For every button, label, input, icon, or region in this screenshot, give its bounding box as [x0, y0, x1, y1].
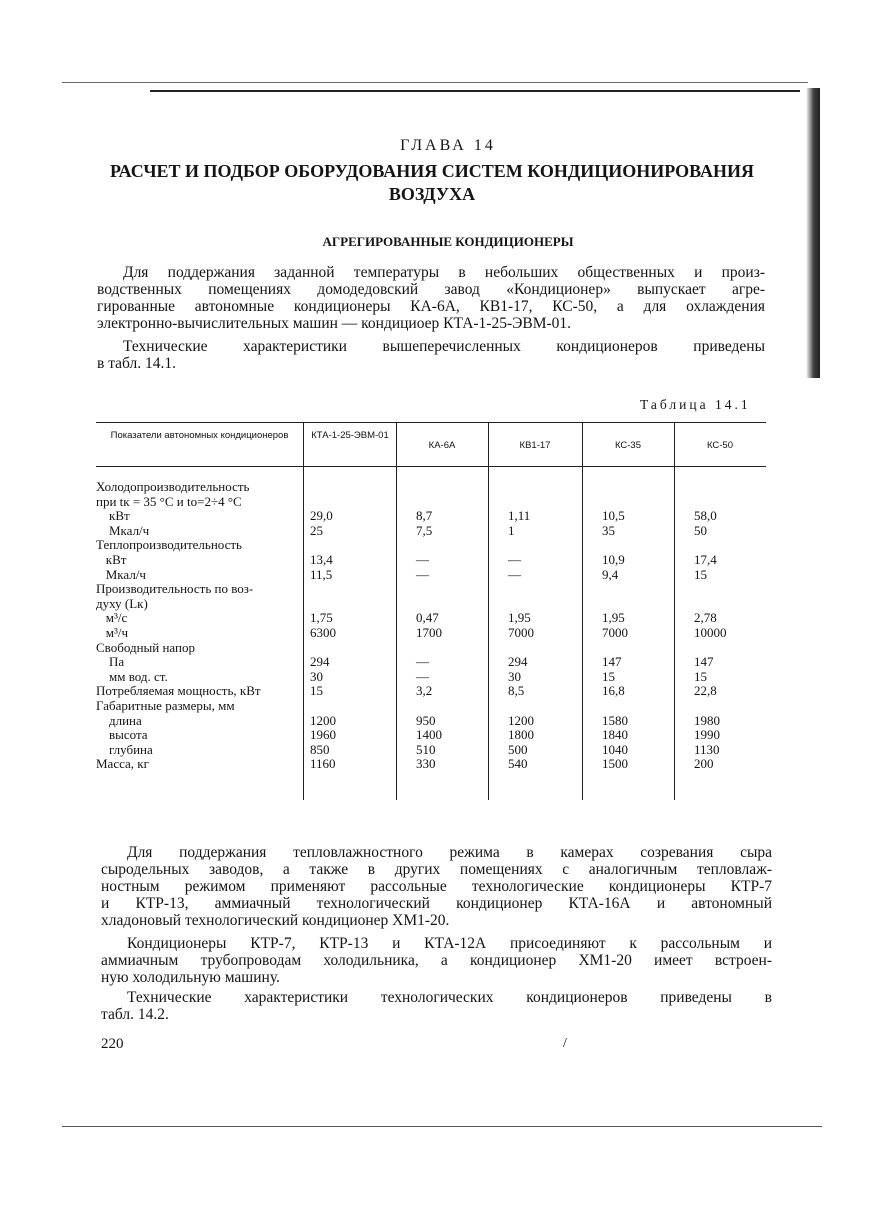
- scan-border-bottom: [62, 1126, 822, 1127]
- table-cell: 294: [310, 654, 330, 670]
- table-cell: 0,47: [416, 610, 439, 626]
- table-cell: 29,0: [310, 508, 333, 524]
- table-cell: 13,4: [310, 552, 333, 567]
- text-line: табл. 14.2.: [101, 1006, 169, 1023]
- table-cell: 8,7: [416, 508, 433, 524]
- table-cell: —: [416, 566, 429, 582]
- table-cell: 1040: [602, 741, 628, 757]
- text-line: ностным режимом применяют рассольные технологические кондиционеры КТР-7: [101, 878, 772, 895]
- table-cell: 22,8: [694, 683, 717, 699]
- table-row-label: Габаритные размеры, мм: [96, 698, 235, 713]
- table-row: [96, 714, 766, 728]
- table-row: [96, 538, 766, 552]
- table-cell: 1700: [416, 625, 442, 640]
- text-line: в табл. 14.1.: [97, 355, 177, 372]
- table-row: [96, 611, 766, 625]
- table-cell: 1: [508, 522, 515, 538]
- table-rule: [96, 466, 766, 467]
- text-line: водственных помещениях домодедовский завод «Кондиционер» выпускает агре-: [97, 281, 765, 298]
- table-row-label: Потребляемая мощность, кВт: [96, 683, 261, 699]
- table-cell: 294: [508, 654, 528, 670]
- table-cell: 50: [694, 522, 707, 538]
- table-cell: 1,95: [602, 610, 625, 626]
- table-cell: 35: [602, 522, 615, 538]
- text-line: Технические характеристики технологических кондиционеров приведены в: [127, 989, 772, 1006]
- table-cell: 500: [508, 741, 528, 757]
- table-row-label: Производительность по воз-: [96, 581, 254, 597]
- text-line: хладоновый технологический кондиционер ХМ1-20.: [101, 912, 450, 929]
- table-row: [96, 626, 766, 640]
- table-header-cell: КС-35: [614, 440, 642, 451]
- table-cell: 10,5: [602, 508, 625, 524]
- table-cell: 7000: [602, 625, 628, 640]
- table-row-label: м³/ч: [96, 625, 129, 640]
- table-cell: 147: [694, 654, 714, 670]
- table-cell: 15: [694, 566, 707, 582]
- table-cell: 1130: [694, 741, 720, 757]
- table-row-label: при tк = 35 °С и tо=2÷4 °С: [96, 493, 242, 509]
- table-row: [96, 684, 766, 698]
- table-row-label: мм вод. ст.: [96, 668, 168, 684]
- table-cell: 16,8: [602, 683, 625, 699]
- table-row-label: глубина: [96, 741, 153, 757]
- table-row: [96, 670, 766, 684]
- table-rule: [96, 422, 766, 423]
- paragraph-intro: [97, 264, 765, 332]
- table-cell: —: [416, 668, 429, 684]
- table-cell: —: [416, 654, 429, 670]
- table-cell: 1160: [310, 756, 336, 772]
- table-cell: 2,78: [694, 610, 717, 626]
- text-line: гированные автономные кондиционеры КА-6А, КВ1-17, КС-50, а для охлаждения: [97, 298, 765, 315]
- table-cell: 950: [416, 712, 436, 728]
- table-row-label: Мкал/ч: [96, 566, 146, 582]
- table-cell: 10,9: [602, 552, 625, 567]
- chapter-title: [92, 160, 772, 206]
- table-cell: 58,0: [694, 508, 717, 524]
- table-row-label: Теплопроизводительность: [96, 537, 242, 553]
- table-row: [96, 582, 766, 596]
- table-cell: 850: [310, 741, 330, 757]
- chapter-heading: ГЛАВА 14: [400, 137, 496, 154]
- table-cell: —: [508, 552, 521, 567]
- table-cell: 1580: [602, 712, 628, 728]
- table-row: [96, 495, 766, 509]
- table-cell: —: [416, 552, 429, 567]
- table-row-label: духу (Lк): [96, 595, 148, 611]
- paragraph-table-ref: [97, 338, 765, 372]
- table-row: [96, 757, 766, 771]
- table-row: [96, 509, 766, 523]
- table-caption: Таблица 14.1: [640, 397, 751, 412]
- chapter-title-line: РАСЧЕТ И ПОДБОР ОБОРУДОВАНИЯ СИСТЕМ КОНДИЦИОНИРОВАНИЯ: [109, 161, 755, 181]
- table-cell: 1840: [602, 727, 628, 743]
- scan-rule-top: [150, 90, 800, 92]
- table-row: [96, 641, 766, 655]
- table-row-label: Свободный напор: [96, 639, 195, 655]
- table-cell: 1800: [508, 727, 534, 743]
- paragraph-table2-ref: [101, 989, 772, 1023]
- text-line: Технические характеристики вышеперечисленных кондиционеров приведены: [123, 338, 765, 355]
- text-line: сыродельных заводов, а также в других помещениях с аналогичным тепловлаж-: [101, 861, 772, 878]
- table-cell: 1400: [416, 727, 442, 743]
- table-cell: 147: [602, 654, 622, 670]
- table-row-label: длина: [96, 712, 142, 728]
- paragraph-connections: [101, 935, 772, 986]
- table-header-cell: КВ1-17: [519, 440, 551, 451]
- paragraph-technological: [101, 844, 772, 929]
- table-cell: 1990: [694, 727, 720, 743]
- table-row-label: Па: [96, 654, 125, 670]
- table-row: [96, 655, 766, 669]
- table-cell: 30: [508, 668, 521, 684]
- table-cell: 1960: [310, 727, 336, 743]
- text-line: Для поддержания заданной температуры в небольших общественных и произ-: [123, 264, 765, 281]
- table-cell: 1500: [602, 756, 628, 772]
- chapter-title-line: ВОЗДУХА: [388, 184, 476, 204]
- text-line: Кондиционеры КТР-7, КТР-13 и КТА-12А присоединяют к рассольным и: [127, 935, 772, 952]
- table-cell: 15: [602, 668, 615, 684]
- stray-mark: /: [563, 1036, 567, 1051]
- table-cell: 7000: [508, 625, 534, 640]
- table-row-label: Холодопроизводительность: [96, 479, 250, 494]
- table-cell: 25: [310, 522, 323, 538]
- table-row-label: кВт: [96, 552, 127, 567]
- table-row: [96, 553, 766, 567]
- table-row: [96, 568, 766, 582]
- scan-shadow-right: [806, 88, 820, 378]
- table-header-cell: КС-50: [706, 440, 734, 451]
- table-cell: 1200: [508, 712, 534, 728]
- text-line: и КТР-13, аммиачный технологический кондиционер КТА-16А и автономный: [101, 895, 772, 912]
- table-row: [96, 728, 766, 742]
- table-row-label: Мкал/ч: [96, 522, 150, 538]
- table-cell: 11,5: [310, 566, 333, 582]
- text-line: электронно-вычислительных машин — кондициоер КТА-1-25-ЭВМ-01.: [97, 315, 572, 332]
- table-cell: 7,5: [416, 522, 433, 538]
- table-cell: 15: [310, 683, 323, 699]
- table-cell: 3,2: [416, 683, 433, 699]
- table-row-label: кВт: [96, 508, 130, 524]
- table-cell: 1,95: [508, 610, 531, 626]
- table-cell: 8,5: [508, 683, 525, 699]
- table-cell: 17,4: [694, 552, 717, 567]
- specs-table: [96, 422, 766, 800]
- table-header-cell: КТА-1-25-ЭВМ-01: [311, 430, 389, 441]
- table-row: [96, 597, 766, 611]
- table-cell: 1980: [694, 712, 720, 728]
- page-number: 220: [101, 1036, 124, 1052]
- section-heading: АГРЕГИРОВАННЫЕ КОНДИЦИОНЕРЫ: [322, 234, 574, 249]
- text-line: ную холодильную машину.: [101, 969, 280, 986]
- table-cell: 510: [416, 741, 436, 757]
- table-cell: 1200: [310, 712, 336, 728]
- text-line: Для поддержания тепловлажностного режима в камерах созревания сыра: [127, 844, 772, 861]
- table-cell: —: [508, 566, 521, 582]
- table-row: [96, 480, 766, 494]
- table-header-cell: Показатели автономных кондиционеров: [110, 430, 289, 441]
- table-cell: 1,75: [310, 610, 333, 626]
- table-cell: 330: [416, 756, 436, 772]
- table-cell: 10000: [694, 625, 727, 640]
- table-cell: 200: [694, 756, 714, 772]
- table-cell: 9,4: [602, 566, 619, 582]
- table-header-cell: КА-6А: [428, 440, 456, 451]
- table-row-label: высота: [96, 727, 148, 743]
- scan-border-top: [62, 82, 808, 83]
- table-row-label: м³/с: [96, 610, 128, 626]
- text-line: аммиачным трубопроводам холодильника, а кондиционер ХМ1-20 имеет встроен-: [101, 952, 772, 969]
- table-cell: 6300: [310, 625, 336, 640]
- table-row-label: Масса, кг: [96, 756, 149, 772]
- table-cell: 30: [310, 668, 323, 684]
- table-cell: 540: [508, 756, 528, 772]
- table-row: [96, 699, 766, 713]
- table-cell: 15: [694, 668, 707, 684]
- table-row: [96, 524, 766, 538]
- table-cell: 1,11: [508, 508, 531, 524]
- table-row: [96, 743, 766, 757]
